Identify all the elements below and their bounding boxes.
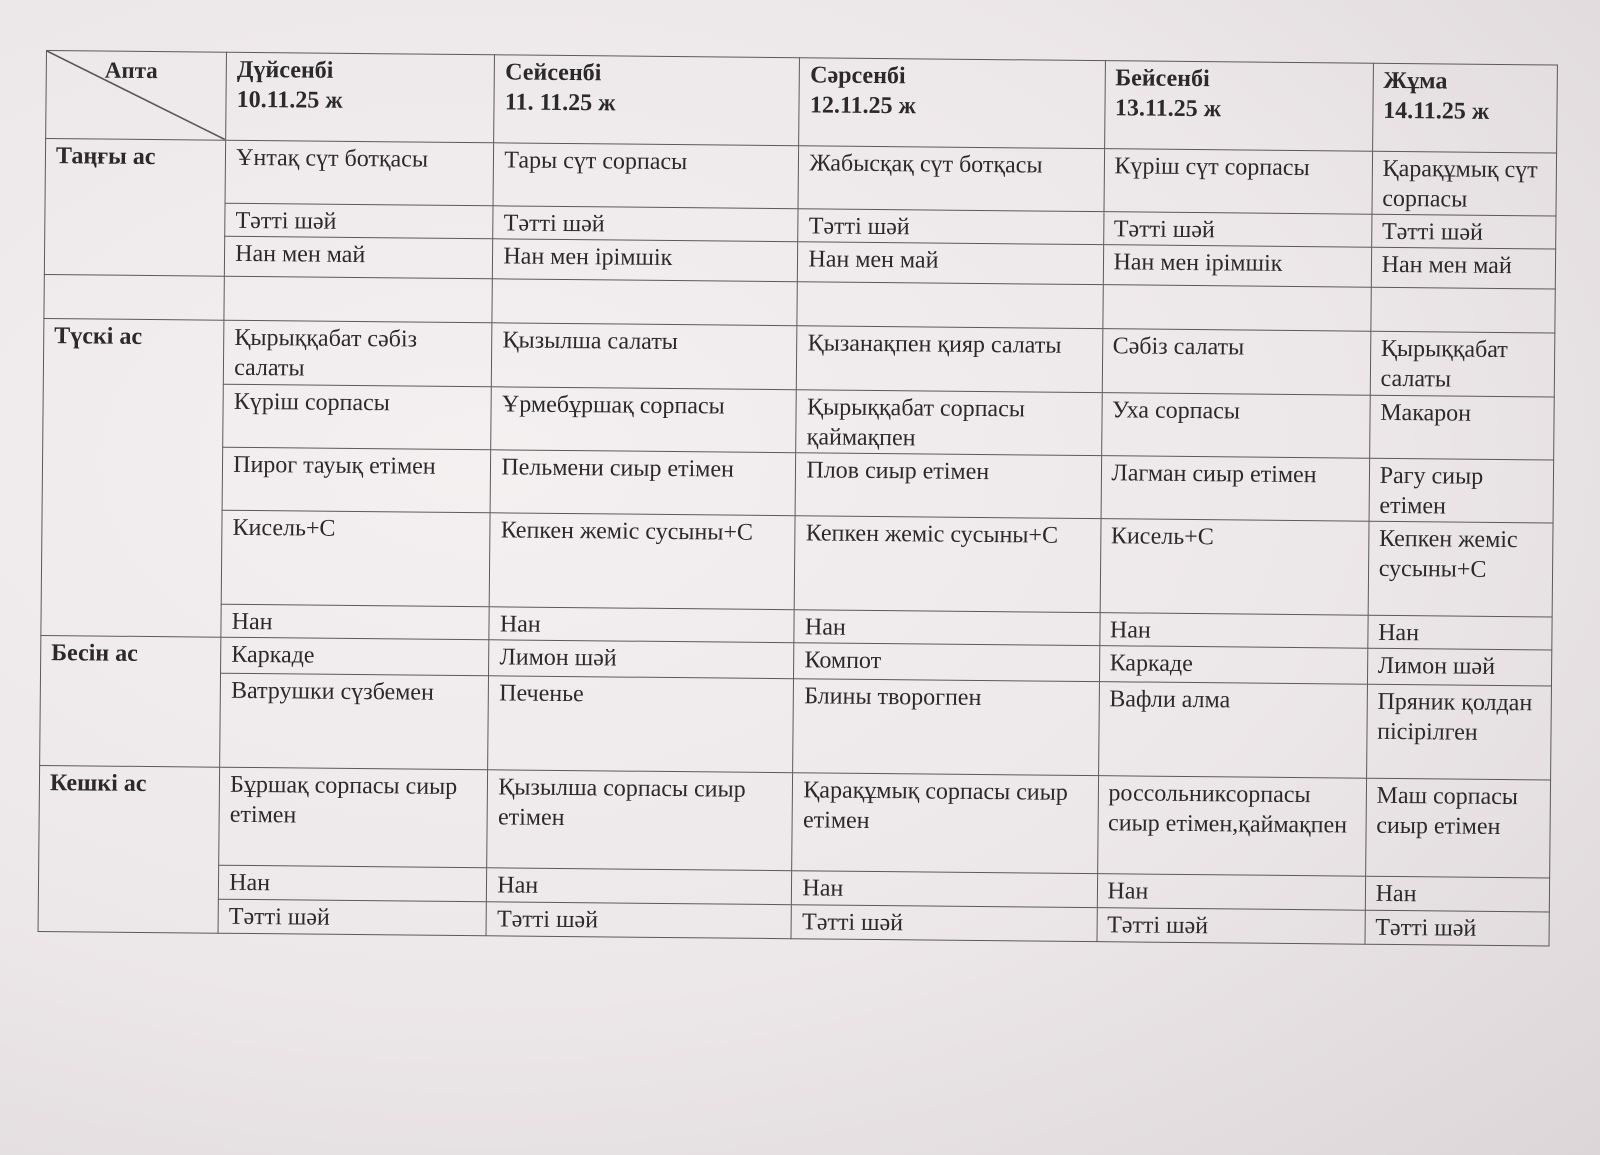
menu-cell: Тәтті шәй: [1096, 908, 1365, 945]
menu-cell: Макарон: [1369, 395, 1554, 460]
menu-cell: Нан мен май: [225, 236, 494, 279]
day-date: 10.11.25 ж: [236, 86, 343, 114]
menu-cell: Тәтті шәй: [218, 899, 487, 936]
menu-cell: Қарақұмық сүт сорпасы: [1372, 151, 1557, 216]
menu-cell: Бұршақ сорпасы сиыр етімен: [219, 767, 488, 868]
menu-cell: Нан: [792, 871, 1097, 908]
menu-cell: Нан мен ірімшік: [1103, 245, 1372, 288]
corner-cell: [46, 51, 227, 141]
menu-cell: Нан мен ірімшік: [493, 239, 798, 282]
snack-row-2: [40, 671, 1552, 780]
day-name: Сейсенбі: [505, 59, 602, 87]
menu-cell: Нан: [489, 607, 794, 643]
menu-cell: Нан: [1097, 874, 1366, 911]
menu-cell: Ұрмебұршақ сорпасы: [491, 387, 797, 453]
menu-cell: Жабысқақ сүт ботқасы: [798, 146, 1104, 212]
day-header-friday: [1372, 63, 1557, 153]
day-date: 12.11.25 ж: [809, 92, 917, 120]
empty-cell: [44, 274, 225, 320]
menu-cell: Тәтті шәй: [791, 905, 1096, 942]
day-name: Сәрсенбі: [810, 62, 906, 90]
menu-sheet: [38, 50, 1558, 946]
menu-cell: Кепкен жеміс сусыны+С: [490, 513, 796, 610]
menu-cell: Пирог тауық етімен: [222, 447, 491, 513]
day-header-monday: [226, 52, 495, 143]
menu-cell: Каркаде: [221, 637, 490, 676]
menu-cell: Қызанақпен қияр салаты: [797, 326, 1103, 393]
menu-cell: Қарақұмық сорпасы сиыр етімен: [792, 773, 1098, 874]
empty-cell: [224, 276, 493, 323]
menu-cell: Маш сорпасы сиыр етімен: [1365, 778, 1550, 878]
menu-cell: Күріш сорпасы: [223, 384, 492, 450]
menu-cell: Нан мен май: [1371, 247, 1556, 289]
menu-cell: Компот: [794, 643, 1099, 682]
menu-cell: Сәбіз салаты: [1102, 329, 1371, 396]
day-date: 11. 11.25 ж: [504, 89, 616, 117]
menu-cell: Нан: [221, 604, 490, 640]
menu-cell: Нан: [1365, 876, 1550, 912]
menu-cell: Ватрушки сүзбемен: [220, 673, 489, 770]
meal-label-dinner: Кешкі ас: [38, 765, 220, 933]
day-header-tuesday: [494, 55, 800, 146]
menu-cell: Нан: [1099, 613, 1368, 649]
menu-cell: Нан: [794, 610, 1099, 646]
menu-cell: Тәтті шәй: [1103, 212, 1372, 248]
menu-cell: Күріш сүт сорпасы: [1103, 149, 1372, 215]
menu-cell: Тәтті шәй: [1371, 214, 1556, 249]
day-date: 14.11.25 ж: [1383, 97, 1490, 125]
empty-cell: [797, 282, 1102, 329]
menu-cell: Пельмени сиыр етімен: [490, 450, 796, 516]
meal-label-lunch: Түскі ас: [41, 318, 224, 637]
empty-cell: [1102, 285, 1371, 332]
empty-cell: [1371, 287, 1556, 333]
menu-cell: Лагман сиыр етімен: [1101, 456, 1370, 522]
menu-cell: Қырыққабат сорпасы қаймақпен: [796, 390, 1102, 456]
menu-cell: Қырыққабат сәбіз салаты: [223, 320, 492, 387]
header-row: [46, 51, 1558, 154]
menu-cell: Лимон шәй: [489, 640, 794, 679]
menu-cell: Нан: [487, 868, 792, 905]
menu-cell: Блины творогпен: [793, 679, 1099, 776]
day-name: Дүйсенбі: [236, 56, 334, 84]
menu-cell: Пряник қолдан пісірілген: [1366, 684, 1551, 780]
menu-cell: Тәтті шәй: [225, 203, 494, 239]
day-name: Бейсенбі: [1115, 65, 1210, 93]
menu-cell: Рагу сиыр етімен: [1369, 458, 1554, 523]
menu-cell: Кепкен жеміс сусыны+С: [795, 516, 1101, 613]
menu-cell: Уха сорпасы: [1101, 393, 1370, 459]
menu-cell: Тәтті шәй: [798, 209, 1103, 245]
menu-cell: Қырыққабат салаты: [1370, 331, 1555, 397]
menu-cell: Тәтті шәй: [486, 902, 791, 939]
day-date: 13.11.25 ж: [1114, 95, 1222, 123]
menu-cell: Кисель+С: [1100, 519, 1369, 616]
menu-cell: Каркаде: [1099, 646, 1368, 685]
day-name: Жұма: [1383, 67, 1448, 95]
menu-cell: Кисель+С: [221, 510, 490, 607]
meal-label-snack: Бесін ас: [40, 635, 221, 767]
menu-cell: Лимон шәй: [1367, 648, 1552, 686]
week-label: Апта: [104, 57, 158, 84]
menu-cell: Тары сүт сорпасы: [493, 143, 799, 209]
menu-cell: Нан: [219, 865, 488, 902]
meal-label-breakfast: Таңғы ас: [44, 139, 225, 277]
menu-cell: россольниксорпасы сиыр етімен,қаймақпен: [1097, 776, 1366, 877]
day-header-wednesday: [799, 58, 1105, 149]
lunch-row-4: [41, 508, 1553, 617]
menu-cell: Қызылша сорпасы сиыр етімен: [487, 770, 793, 871]
menu-cell: Қызылша салаты: [492, 323, 798, 390]
menu-cell: Кепкен жеміс сусыны+С: [1368, 521, 1553, 617]
day-header-thursday: [1104, 61, 1373, 152]
menu-cell: Плов сиыр етімен: [796, 453, 1102, 519]
empty-cell: [492, 279, 797, 326]
menu-cell: Тәтті шәй: [493, 206, 798, 242]
menu-cell: Тәтті шәй: [1365, 910, 1550, 946]
menu-cell: Вафли алма: [1098, 682, 1367, 779]
menu-cell: Нан: [1368, 615, 1553, 650]
menu-cell: Ұнтақ сүт ботқасы: [225, 140, 494, 206]
menu-cell: Нан мен май: [798, 242, 1103, 285]
menu-cell: Печенье: [488, 676, 794, 773]
dinner-row-1: [39, 765, 1551, 877]
weekly-menu-table: [38, 50, 1558, 946]
